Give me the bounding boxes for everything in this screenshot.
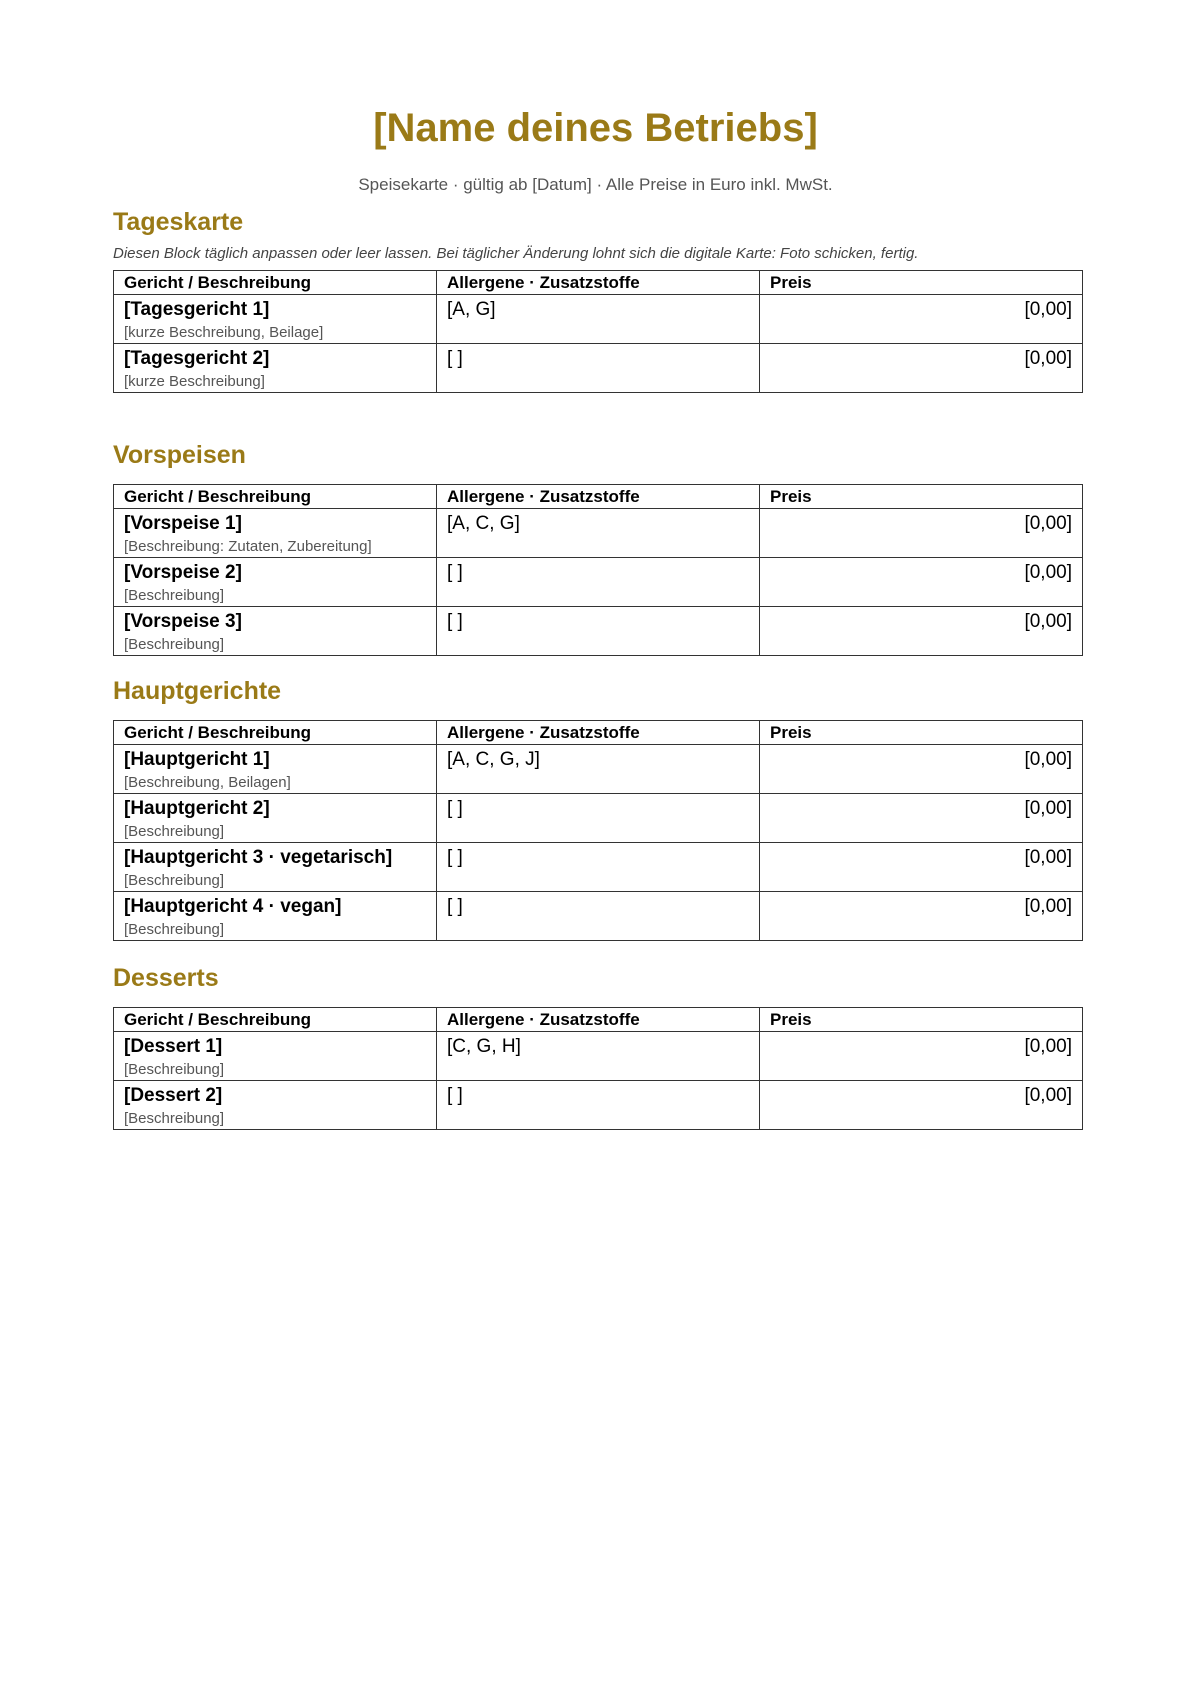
table-row	[114, 295, 1083, 344]
dish-description: [Beschreibung: Zutaten, Zubereitung]	[124, 538, 372, 555]
dish-description: [Beschreibung]	[124, 587, 225, 604]
dish-description: [Beschreibung]	[124, 1110, 225, 1127]
dish-name: [Hauptgericht 1]	[124, 749, 270, 770]
dish-allergens: [ ]	[447, 611, 463, 632]
menu-table	[113, 484, 1083, 656]
dish-description: [Beschreibung]	[124, 636, 225, 653]
dish-allergens: [ ]	[447, 562, 463, 583]
dish-price: [0,00]	[1024, 299, 1072, 320]
table-header-row	[114, 485, 1083, 509]
dish-price: [0,00]	[1024, 1085, 1072, 1106]
menu-table	[113, 1007, 1083, 1130]
dish-allergens: [ ]	[447, 847, 463, 868]
dish-name: [Vorspeise 1]	[124, 513, 242, 534]
table-header-row	[114, 1008, 1083, 1032]
dish-price: [0,00]	[1024, 562, 1072, 583]
table-row	[114, 843, 1083, 892]
dish-allergens: [ ]	[447, 1085, 463, 1106]
page-subtitle: Speisekarte · gültig ab [Datum] · Alle Preise in Euro inkl. MwSt.	[358, 175, 833, 194]
column-header-price: Preis	[760, 1008, 1083, 1032]
column-header-dish: Gericht / Beschreibung	[114, 485, 437, 509]
table-row	[114, 794, 1083, 843]
dish-name: [Tagesgericht 1]	[124, 299, 270, 320]
dish-description: [Beschreibung]	[124, 1061, 225, 1078]
dish-description: [Beschreibung]	[124, 872, 225, 889]
section-desserts	[113, 962, 1082, 1130]
dish-name: [Vorspeise 3]	[124, 611, 242, 632]
dish-price: [0,00]	[1024, 513, 1072, 534]
section-tageskarte	[113, 206, 1082, 393]
table-row	[114, 344, 1083, 393]
table-row	[114, 509, 1083, 558]
table-row	[114, 1081, 1083, 1130]
column-header-allergens: Allergene · Zusatzstoffe	[437, 721, 760, 745]
column-header-dish: Gericht / Beschreibung	[114, 721, 437, 745]
dish-price: [0,00]	[1024, 896, 1072, 917]
page-title: [Name deines Betriebs]	[373, 106, 818, 150]
column-header-allergens: Allergene · Zusatzstoffe	[437, 1008, 760, 1032]
dish-name: [Hauptgericht 3 · vegetarisch]	[124, 847, 393, 868]
dish-price: [0,00]	[1024, 749, 1072, 770]
dish-allergens: [ ]	[447, 798, 463, 819]
dish-name: [Dessert 1]	[124, 1036, 223, 1057]
section-title: Vorspeisen	[113, 441, 246, 469]
table-row	[114, 745, 1083, 794]
dish-name: [Hauptgericht 4 · vegan]	[124, 896, 342, 917]
column-header-price: Preis	[760, 485, 1083, 509]
dish-allergens: [ ]	[447, 896, 463, 917]
section-title: Tageskarte	[113, 208, 244, 236]
dish-allergens: [A, C, G]	[447, 513, 520, 534]
menu-table	[113, 720, 1083, 941]
dish-allergens: [ ]	[447, 348, 463, 369]
section-title: Hauptgerichte	[113, 677, 282, 705]
section-hauptgerichte	[113, 675, 1082, 941]
section-vorspeisen	[113, 439, 1082, 656]
table-header-row	[114, 721, 1083, 745]
dish-allergens: [A, G]	[447, 299, 496, 320]
column-header-allergens: Allergene · Zusatzstoffe	[437, 271, 760, 295]
dish-description: [kurze Beschreibung]	[124, 373, 265, 390]
dish-name: [Vorspeise 2]	[124, 562, 242, 583]
dish-name: [Dessert 2]	[124, 1085, 223, 1106]
column-header-allergens: Allergene · Zusatzstoffe	[437, 485, 760, 509]
table-row	[114, 1032, 1083, 1081]
table-row	[114, 892, 1083, 941]
dish-price: [0,00]	[1024, 847, 1072, 868]
section-note: Diesen Block täglich anpassen oder leer lassen. Bei täglicher Änderung lohnt sich die digitale Karte: Foto schicken, fertig.	[113, 245, 919, 262]
dish-allergens: [C, G, H]	[447, 1036, 521, 1057]
menu-table	[113, 270, 1083, 393]
dish-price: [0,00]	[1024, 798, 1072, 819]
dish-name: [Tagesgericht 2]	[124, 348, 270, 369]
column-header-dish: Gericht / Beschreibung	[114, 271, 437, 295]
table-row	[114, 607, 1083, 656]
dish-allergens: [A, C, G, J]	[447, 749, 540, 770]
table-row	[114, 558, 1083, 607]
dish-name: [Hauptgericht 2]	[124, 798, 270, 819]
column-header-dish: Gericht / Beschreibung	[114, 1008, 437, 1032]
dish-description: [Beschreibung]	[124, 823, 225, 840]
dish-price: [0,00]	[1024, 611, 1072, 632]
dish-price: [0,00]	[1024, 1036, 1072, 1057]
column-header-price: Preis	[760, 721, 1083, 745]
table-header-row	[114, 271, 1083, 295]
dish-description: [Beschreibung]	[124, 921, 225, 938]
dish-description: [Beschreibung, Beilagen]	[124, 774, 291, 791]
dish-description: [kurze Beschreibung, Beilage]	[124, 324, 324, 341]
dish-price: [0,00]	[1024, 348, 1072, 369]
column-header-price: Preis	[760, 271, 1083, 295]
section-title: Desserts	[113, 964, 219, 992]
